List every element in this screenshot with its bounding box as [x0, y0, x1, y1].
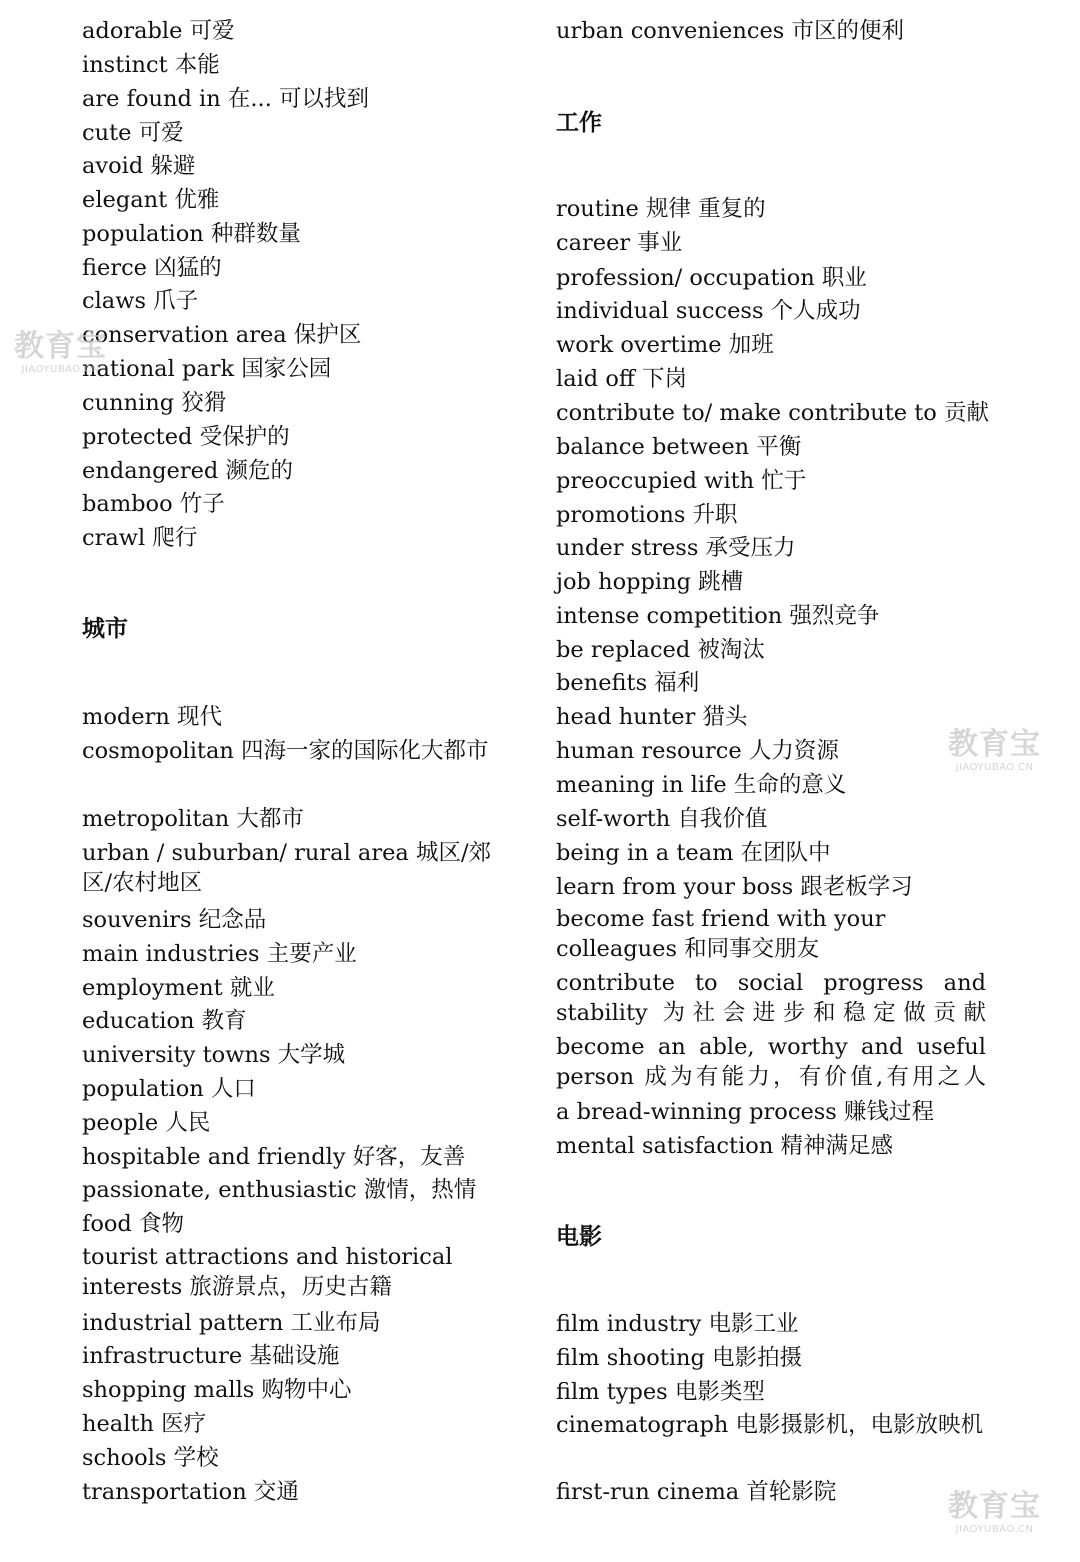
vocab-entry: film industry 电影工业 [556, 1311, 799, 1337]
vocab-entry: work overtime 加班 [556, 332, 774, 358]
vocab-entry: transportation 交通 [82, 1479, 299, 1505]
vocab-entry: people 人民 [82, 1110, 211, 1136]
vocab-entry: fierce 凶猛的 [82, 255, 222, 281]
section-heading-film: 电影 [556, 1224, 602, 1250]
vocab-entry: health 医疗 [82, 1411, 207, 1437]
vocab-entry: avoid 躲避 [82, 153, 196, 179]
vocab-entry: routine 规律 重复的 [556, 196, 766, 222]
vocab-entry: elegant 优雅 [82, 187, 220, 213]
vocab-entry: national park 国家公园 [82, 356, 332, 382]
vocab-entry: contribute to/ make contribute to 贡献 [556, 400, 989, 426]
vocab-entry: human resource 人力资源 [556, 738, 839, 764]
vocab-entry: food 食物 [82, 1211, 184, 1237]
vocab-entry: employment 就业 [82, 975, 275, 1001]
vocab-entry: modern 现代 [82, 704, 222, 730]
vocab-entry: cute 可爱 [82, 120, 184, 146]
vocab-entry: film types 电影类型 [556, 1379, 765, 1405]
vocab-entry: self-worth 自我价值 [556, 806, 768, 832]
vocab-entry: are found in 在... 可以找到 [82, 86, 369, 112]
vocab-entry: learn from your boss 跟老板学习 [556, 874, 913, 900]
vocab-entry: metropolitan 大都市 [82, 806, 304, 832]
vocab-entry: urban / suburban/ rural area 城区/郊区/农村地区 [82, 840, 492, 896]
vocab-entry: cinematograph 电影摄影机，电影放映机 [556, 1412, 984, 1438]
vocab-entry: promotions 升职 [556, 502, 738, 528]
vocab-entry: urban conveniences 市区的便利 [556, 18, 904, 44]
vocab-entry: under stress 承受压力 [556, 535, 796, 561]
vocab-entry: hospitable and friendly 好客，友善 [82, 1144, 466, 1170]
vocab-entry: benefits 福利 [556, 670, 700, 696]
vocab-entry: career 事业 [556, 230, 683, 256]
vocab-entry: meaning in life 生命的意义 [556, 772, 847, 798]
watermark-subtext: JIAOYUBAO.CN [21, 364, 100, 375]
watermark-subtext: JIAOYUBAO.CN [955, 1524, 1034, 1535]
vocab-entry: protected 受保护的 [82, 424, 290, 450]
vocab-entry: bamboo 竹子 [82, 491, 225, 517]
vocab-entry: mental satisfaction 精神满足感 [556, 1133, 893, 1159]
vocab-entry: industrial pattern 工业布局 [82, 1310, 381, 1336]
vocab-entry: individual success 个人成功 [556, 298, 861, 324]
vocab-entry: head hunter 猎头 [556, 704, 748, 730]
vocab-entry: balance between 平衡 [556, 434, 802, 460]
watermark-text: 教育宝 [948, 1489, 1041, 1524]
vocab-entry: job hopping 跳槽 [556, 569, 744, 595]
vocab-entry: be replaced 被淘汰 [556, 637, 765, 663]
vocab-entry: main industries 主要产业 [82, 941, 357, 967]
vocab-entry: souvenirs 纪念品 [82, 907, 267, 933]
watermark-subtext: JIAOYUBAO.CN [955, 762, 1034, 773]
vocab-entry: a bread-winning process 赚钱过程 [556, 1099, 935, 1125]
vocab-entry: become fast friend with your colleagues 和同事交朋友 [556, 906, 886, 962]
vocab-entry: first-run cinema 首轮影院 [556, 1479, 837, 1505]
vocab-entry: film shooting 电影拍摄 [556, 1345, 803, 1371]
vocab-entry: become an able, worthy and useful person 成为有能力，有价值,有用之人 [556, 1034, 986, 1090]
vocab-entry: population 人口 [82, 1076, 256, 1102]
section-heading-city: 城市 [82, 616, 128, 642]
vocab-entry: instinct 本能 [82, 52, 220, 78]
section-heading-work: 工作 [556, 110, 602, 136]
vocab-entry: schools 学校 [82, 1445, 219, 1471]
vocab-entry: conservation area 保护区 [82, 322, 362, 348]
vocab-entry: profession/ occupation 职业 [556, 265, 867, 291]
vocab-entry: passionate, enthusiastic 激情，热情 [82, 1177, 477, 1203]
vocab-entry: crawl 爬行 [82, 525, 198, 551]
vocab-entry: population 种群数量 [82, 221, 301, 247]
watermark-text: 教育宝 [948, 727, 1041, 762]
vocab-entry: cosmopolitan 四海一家的国际化大都市 [82, 738, 489, 764]
vocab-entry: intense competition 强烈竞争 [556, 603, 880, 629]
vocab-entry: cunning 狡猾 [82, 390, 227, 416]
vocab-entry: adorable 可爱 [82, 18, 235, 44]
watermark-text: 教育宝 [14, 329, 107, 364]
vocab-entry: endangered 濒危的 [82, 458, 293, 484]
vocab-entry: laid off 下岗 [556, 366, 688, 392]
vocab-entry: shopping malls 购物中心 [82, 1377, 352, 1403]
vocab-entry: tourist attractions and historical interests 旅游景点，历史古籍 [82, 1244, 453, 1300]
vocab-entry: university towns 大学城 [82, 1042, 346, 1068]
vocab-entry: claws 爪子 [82, 288, 199, 314]
vocab-entry: infrastructure 基础设施 [82, 1343, 340, 1369]
vocab-entry: education 教育 [82, 1008, 247, 1034]
vocab-entry: being in a team 在团队中 [556, 840, 831, 866]
vocab-entry: preoccupied with 忙于 [556, 468, 807, 494]
vocab-entry: contribute to social progress and stability 为社会进步和稳定做贡献 [556, 970, 986, 1026]
